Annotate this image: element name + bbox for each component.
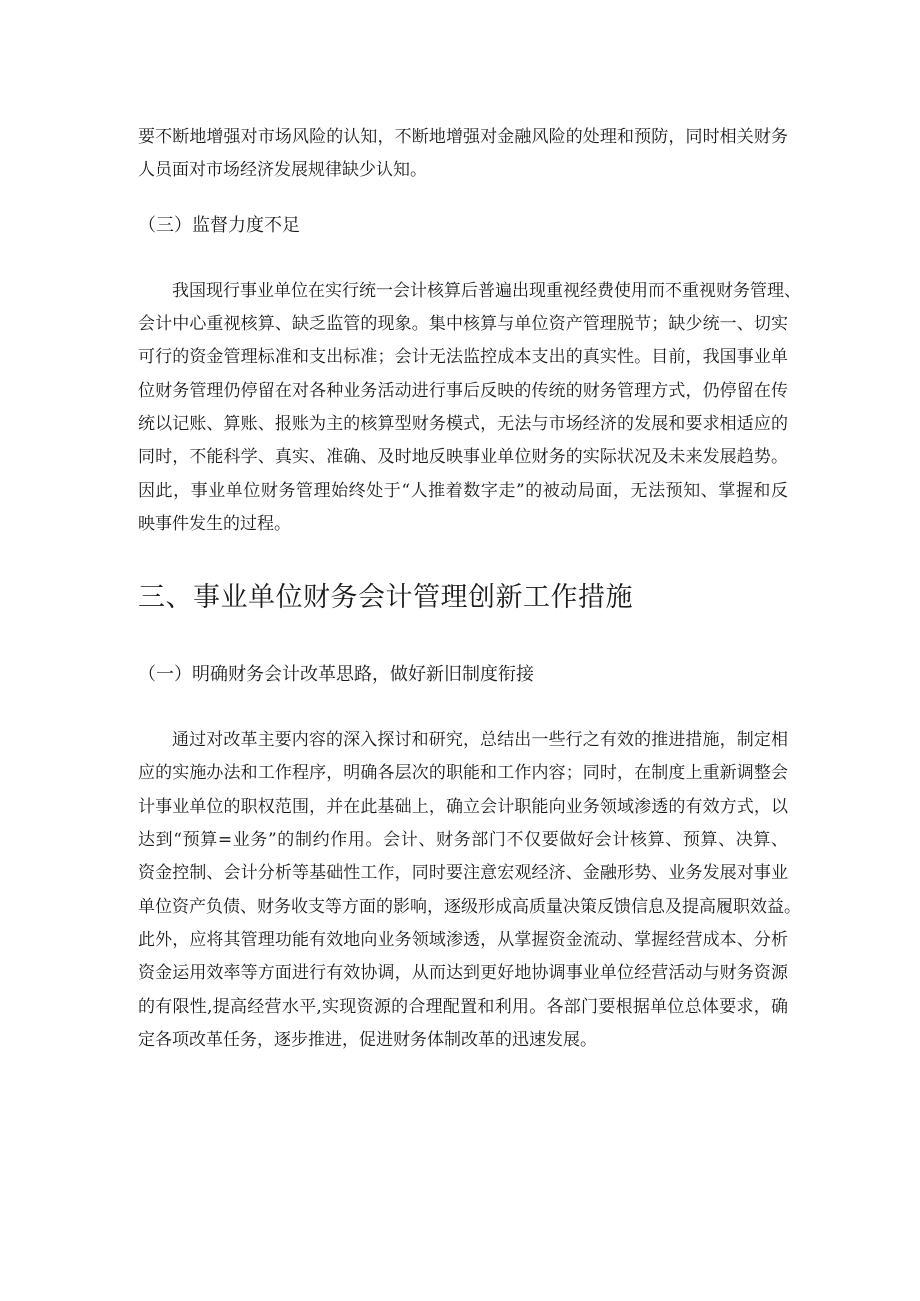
paragraph-line: 映事件发生的过程。 <box>138 514 291 534</box>
paragraph-line: 因此，事业单位财务管理始终处于“人推着数字走”的被动局面，无法预知、掌握和反 <box>138 481 788 501</box>
subsection-heading: （三）监督力度不足 <box>138 215 300 236</box>
paragraph-line: 达到“预算=业务”的制约作用。会计、财务部门不仅要做好会计核算、预算、决算、 <box>138 830 788 850</box>
paragraph-line: 通过对改革主要内容的深入探讨和研究，总结出一些行之有效的推进措施，制定相 <box>172 730 788 750</box>
paragraph-line: 统以记账、算账、报账为主的核算型财务模式，无法与市场经济的发展和要求相适应的 <box>138 414 788 434</box>
paragraph-line: 定各项改革任务，逐步推进，促进财务体制改革的迅速发展。 <box>138 1030 597 1050</box>
paragraph-line: 我国现行事业单位在实行统一会计核算后普遍出现重视经费使用而不重视财务管理、 <box>172 281 801 301</box>
paragraph-line: 应的实施办法和工作程序，明确各层次的职能和工作内容；同时，在制度上重新调整会 <box>138 763 788 783</box>
paragraph-line: 单位资产负债、财务收支等方面的影响，逐级形成高质量决策反馈信息及提高履职效益。 <box>138 897 801 917</box>
paragraph-line: 同时，不能科学、真实、准确、及时地反映事业单位财务的实际状况及未来发展趋势。 <box>138 447 788 467</box>
paragraph-line: 会计中心重视核算、缺乏监管的现象。集中核算与单位资产管理脱节；缺少统一、切实 <box>138 314 788 334</box>
paragraph-line: 资金运用效率等方面进行有效协调，从而达到更好地协调事业单位经营活动与财务资源 <box>138 963 788 983</box>
paragraph-line: 可行的资金管理标准和支出标准；会计无法监控成本支出的真实性。目前，我国事业单 <box>138 347 788 367</box>
subsection-heading: （一）明确财务会计改革思路，做好新旧制度衔接 <box>138 664 534 685</box>
section-heading: 三、事业单位财务会计管理创新工作措施 <box>138 582 633 613</box>
paragraph-line: 计事业单位的职权范围，并在此基础上，确立会计职能向业务领域渗透的有效方式，以 <box>138 797 788 817</box>
paragraph-line: 的有限性,提高经营水平,实现资源的合理配置和利用。各部门要根据单位总体要求，确 <box>138 997 788 1017</box>
paragraph-line: 要不断地增强对市场风险的认知，不断地增强对金融风险的处理和预防，同时相关财务 <box>138 127 788 147</box>
paragraph-line: 此外，应将其管理功能有效地向业务领域渗透，从掌握资金流动、掌握经营成本、分析 <box>138 930 788 950</box>
paragraph-line: 人员面对市场经济发展规律缺少认知。 <box>138 160 427 180</box>
paragraph-line: 资金控制、会计分析等基础性工作，同时要注意宏观经济、金融形势、业务发展对事业 <box>138 863 788 883</box>
paragraph-line: 位财务管理仍停留在对各种业务活动进行事后反映的传统的财务管理方式，仍停留在传 <box>138 381 788 401</box>
